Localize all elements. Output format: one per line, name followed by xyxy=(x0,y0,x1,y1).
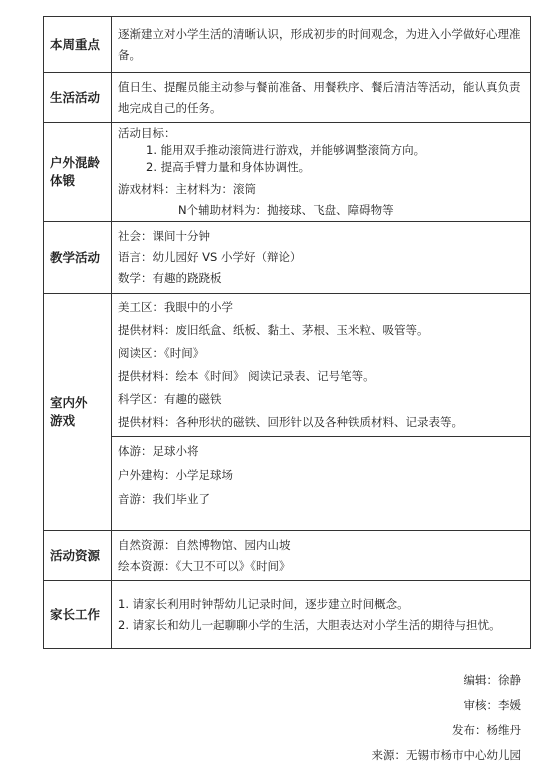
life-text-body: 值日生、提醒员能主动参与餐前准备、用餐秩序、餐后清洁等活动，能认真负责地完成自己的任务。 xyxy=(118,79,521,115)
outdoor-game-3: 音游：我们毕业了 xyxy=(118,492,210,506)
table-row-outdoor xyxy=(44,123,531,222)
table-row-focus xyxy=(44,17,531,73)
family-content xyxy=(112,581,531,649)
material-main: 游戏材料：主材料为：滚筒 xyxy=(118,182,256,196)
teaching-item-3: 数学：有趣的跷跷板 xyxy=(118,271,222,285)
material-aux: N个辅助材料为：抛接球、飞盘、障碍物等 xyxy=(178,203,394,217)
life-text xyxy=(112,73,531,123)
outdoor-game-2: 户外建构：小学足球场 xyxy=(118,468,233,482)
indoor-item-5: 科学区：有趣的磁铁 xyxy=(118,392,222,406)
focus-text-body: 逐渐建立对小学生活的清晰认识，形成初步的时间观念，为进入小学做好心理准备。 xyxy=(118,26,521,62)
resource-item-2: 绘本资源：《大卫不可以》《时间》 xyxy=(118,558,291,573)
games-outdoor-content xyxy=(112,437,531,531)
footer-source: 来源：无锡市杨市中心幼儿园 xyxy=(371,748,521,762)
focus-text xyxy=(112,17,531,73)
table-row-family xyxy=(44,581,531,649)
outdoor-game-1: 体游：足球小将 xyxy=(118,444,199,458)
goal-item-2: 2. 提高手臂力量和身体协调性。 xyxy=(146,160,311,174)
goal-title: 活动目标： xyxy=(118,126,176,140)
footer-publisher: 发布：杨维丹 xyxy=(452,723,521,737)
row-label-outdoor xyxy=(44,123,112,222)
indoor-item-6: 提供材料：各种形状的磁铁、回形针以及各种铁质材料、记录表等。 xyxy=(118,415,463,429)
row-label-outdoor-line2: 体锻 xyxy=(50,173,76,188)
weekly-plan-table xyxy=(43,16,531,649)
family-item-1: 1. 请家长利用时钟帮幼儿记录时间，逐步建立时间概念。 xyxy=(118,596,409,611)
table-row-resources xyxy=(44,531,531,581)
row-label-games-line1: 室内外 xyxy=(50,395,88,410)
footer-reviewer: 审核：李媛 xyxy=(463,698,521,712)
row-label-games xyxy=(44,294,112,531)
row-label-teaching: 教学活动 xyxy=(44,222,112,294)
resource-item-1: 自然资源：自然博物馆、园内山坡 xyxy=(118,537,291,552)
row-label-focus: 本周重点 xyxy=(44,17,112,73)
games-indoor-content xyxy=(112,294,531,437)
row-label-life: 生活活动 xyxy=(44,73,112,123)
teaching-item-2: 语言：幼儿园好 VS 小学好（辩论） xyxy=(118,250,302,264)
row-label-family: 家长工作 xyxy=(44,581,112,649)
table-row-life xyxy=(44,73,531,123)
table-row-games-outdoor xyxy=(44,437,531,531)
row-label-games-line2: 游戏 xyxy=(50,413,76,428)
indoor-item-4: 提供材料：绘本《时间》 阅读记录表、记号笔等。 xyxy=(118,369,375,383)
table-row-games-indoor xyxy=(44,294,531,437)
indoor-item-1: 美工区：我眼中的小学 xyxy=(118,300,233,314)
row-label-outdoor-line1: 户外混龄 xyxy=(50,155,101,170)
footer-editor: 编辑：徐静 xyxy=(463,673,521,687)
resources-content xyxy=(112,531,531,581)
table-row-teaching xyxy=(44,222,531,294)
goal-item-1: 1. 能用双手推动滚筒进行游戏，并能够调整滚筒方向。 xyxy=(146,143,426,157)
outdoor-content xyxy=(112,123,531,222)
teaching-item-1: 社会：课间十分钟 xyxy=(118,229,210,243)
indoor-item-2: 提供材料：废旧纸盒、纸板、黏土、茅根、玉米粒、吸管等。 xyxy=(118,323,429,337)
teaching-content xyxy=(112,222,531,294)
row-label-resources: 活动资源 xyxy=(44,531,112,581)
indoor-item-3: 阅读区：《时间》 xyxy=(118,346,205,360)
family-item-2: 2. 请家长和幼儿一起聊聊小学的生活，大胆表达对小学生活的期待与担忧。 xyxy=(118,617,501,632)
